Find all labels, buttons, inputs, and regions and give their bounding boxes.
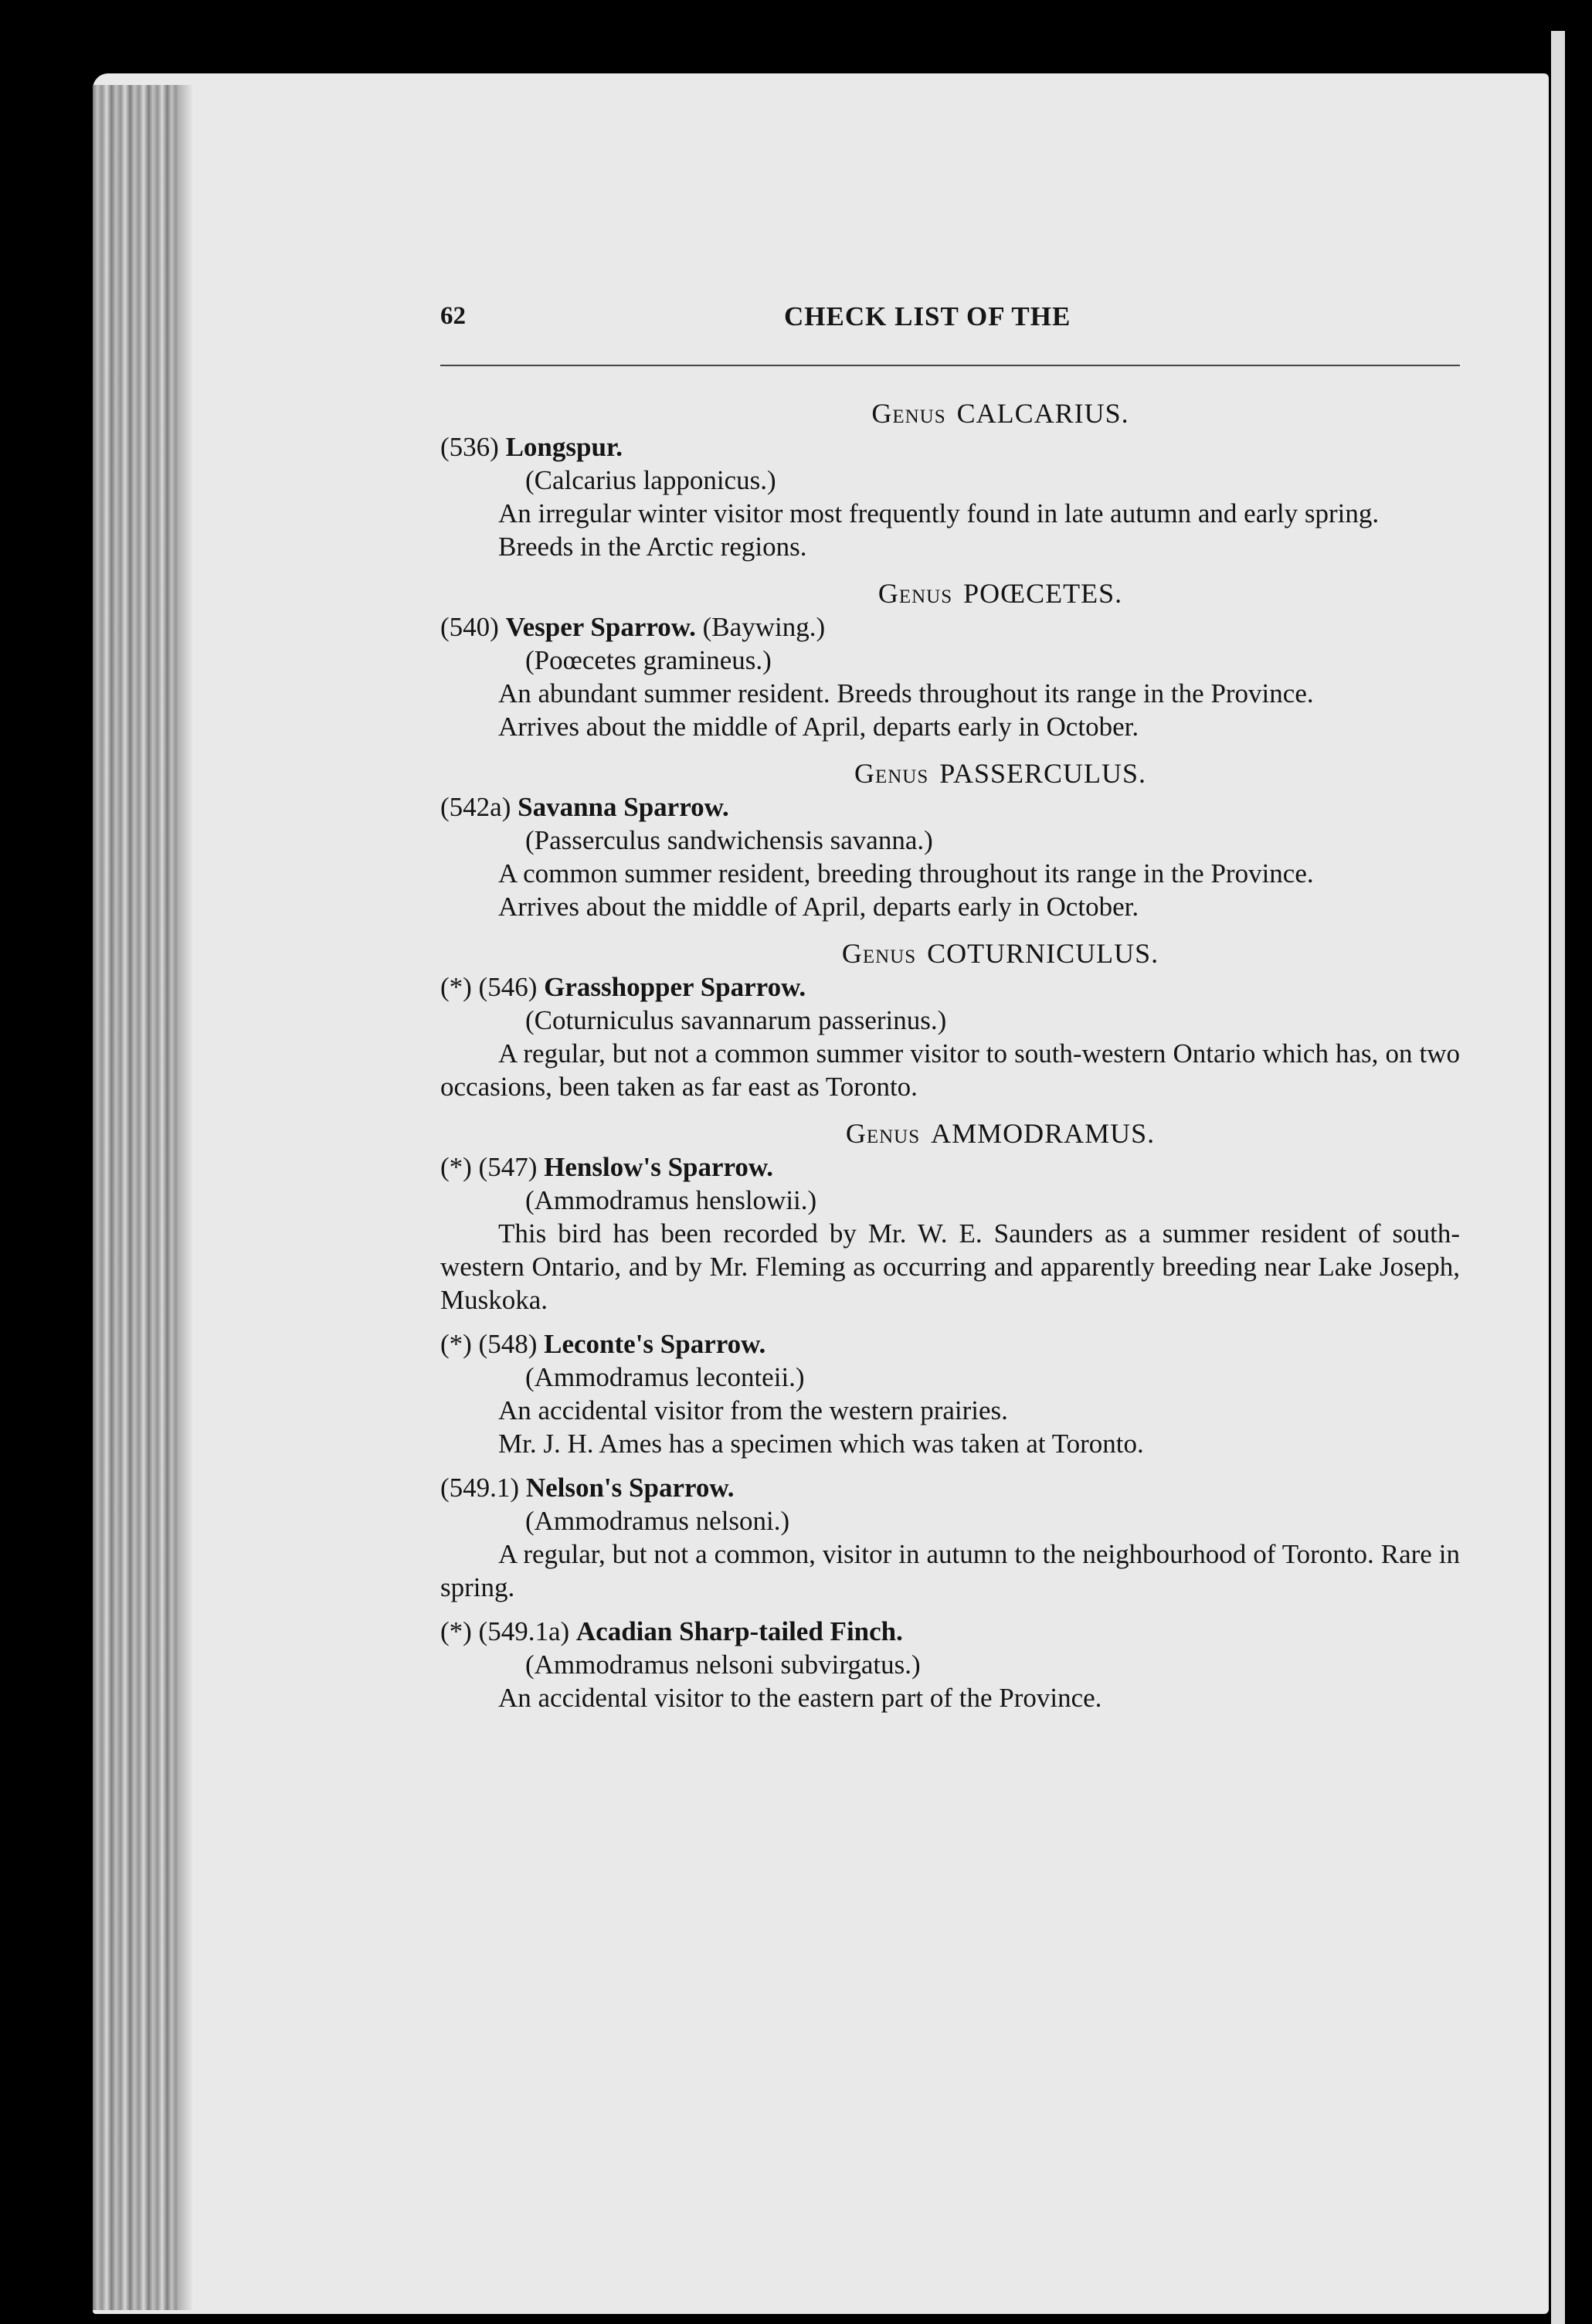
species-line: [440, 1327, 1460, 1361]
species-common-name: Grasshopper Sparrow.: [544, 972, 806, 1002]
species-number: (542a): [440, 792, 511, 822]
species-common-name: Leconte's Sparrow.: [544, 1329, 766, 1359]
scientific-name: (Calcarius lapponicus.): [525, 465, 776, 495]
genus-label: Genus: [845, 1118, 921, 1149]
species-note: An abundant summer resident. Breeds throughout its range in the Province.: [498, 678, 1314, 708]
species-line: [440, 1615, 1460, 1648]
spine-shadow: [178, 85, 193, 2310]
species-entry: [440, 1615, 1460, 1714]
species-line: [440, 790, 1460, 824]
scientific-name: (Passerculus sandwichensis savanna.): [525, 825, 933, 855]
species-common-name: Acadian Sharp-tailed Finch.: [575, 1616, 903, 1646]
species-note: Arrives about the middle of April, departs early in October.: [498, 712, 1139, 742]
species-note: Arrives about the middle of April, departs early in October.: [498, 892, 1139, 922]
species-line: [440, 970, 1460, 1004]
genus-label: Genus: [871, 398, 946, 429]
species-line: [440, 610, 1460, 644]
genus-name: CALCARIUS.: [956, 398, 1129, 429]
species-note: A common summer resident, breeding throughout its range in the Province.: [498, 858, 1314, 888]
species-entry: [440, 610, 1460, 743]
species-number: (*) (549.1a): [440, 1616, 570, 1646]
species-entry: [440, 1471, 1460, 1604]
species-number: (*) (548): [440, 1329, 538, 1359]
scientific-name: (Ammodramus nelsoni.): [525, 1506, 790, 1536]
species-number: (540): [440, 612, 499, 642]
species-note: An accidental visitor from the western prairies.: [498, 1395, 1008, 1425]
scientific-name: (Poœcetes gramineus.): [525, 645, 772, 675]
species-common-name: Henslow's Sparrow.: [544, 1152, 774, 1182]
species-common-name: Longspur.: [505, 432, 623, 462]
species-note: An irregular winter visitor most frequently found in late autumn and early spring.: [498, 498, 1380, 528]
genus-heading: [440, 1117, 1460, 1150]
species-note: A regular, but not a common, visitor in autumn to the neighbourhood of Toronto. Rare in spring.: [440, 1539, 1460, 1602]
scientific-name: (Ammodramus nelsoni subvirgatus.): [525, 1650, 921, 1680]
adjacent-page-edge: [1551, 31, 1565, 2324]
species-common-name: Savanna Sparrow.: [518, 792, 729, 822]
scan-border: [1565, 0, 1592, 2324]
genus-heading: [440, 937, 1460, 970]
species-entry: [440, 970, 1460, 1103]
species-number: (536): [440, 432, 499, 462]
scientific-name: (Ammodramus leconteii.): [525, 1362, 805, 1392]
genus-label: Genus: [854, 758, 929, 789]
genus-label: Genus: [877, 578, 953, 609]
species-number: (549.1): [440, 1473, 520, 1503]
genus-name: POŒCETES.: [963, 578, 1123, 609]
genus-name: AMMODRAMUS.: [931, 1118, 1156, 1149]
species-entry: [440, 790, 1460, 923]
species-common-name: Nelson's Sparrow.: [525, 1473, 735, 1503]
running-title: CHECK LIST OF THE: [784, 301, 1071, 331]
scientific-name: (Ammodramus henslowii.): [525, 1185, 817, 1215]
genus-label: Genus: [841, 938, 917, 969]
species-line: [440, 430, 1460, 464]
species-number: (*) (546): [440, 972, 538, 1002]
genus-heading: [440, 757, 1460, 790]
book-spine: [93, 85, 178, 2310]
checklist-body: [440, 394, 1460, 1725]
species-number: (*) (547): [440, 1152, 538, 1182]
species-common-name: Vesper Sparrow.: [505, 612, 696, 642]
page-header: [440, 294, 1468, 340]
genus-heading: [440, 577, 1460, 610]
genus-name: PASSERCULUS.: [939, 758, 1147, 789]
species-note: Breeds in the Arctic regions.: [498, 532, 807, 562]
species-alt-name: (Baywing.): [702, 612, 826, 642]
scientific-name: (Coturniculus savannarum passerinus.): [525, 1005, 947, 1035]
page-number: 62: [440, 302, 466, 330]
species-entry: [440, 1327, 1460, 1460]
species-note: An accidental visitor to the eastern part of the Province.: [498, 1683, 1102, 1713]
genus-heading: [440, 397, 1460, 430]
species-note: This bird has been recorded by Mr. W. E. Saunders as a summer resident of south-western Ontario, and by Mr. Fleming as occurring and apparently breeding near Lake Joseph, Muskoka.: [440, 1218, 1460, 1315]
header-rule: [440, 365, 1460, 366]
species-entry: [440, 430, 1460, 563]
species-line: [440, 1471, 1460, 1504]
genus-name: COTURNICULUS.: [927, 938, 1159, 969]
printed-page: [440, 294, 1468, 1916]
species-line: [440, 1150, 1460, 1184]
species-entry: [440, 1150, 1460, 1317]
species-note: A regular, but not a common summer visitor to south-western Ontario which has, on two occasions, been taken as far east as Toronto.: [440, 1038, 1460, 1102]
species-note: Mr. J. H. Ames has a specimen which was taken at Toronto.: [498, 1429, 1144, 1459]
